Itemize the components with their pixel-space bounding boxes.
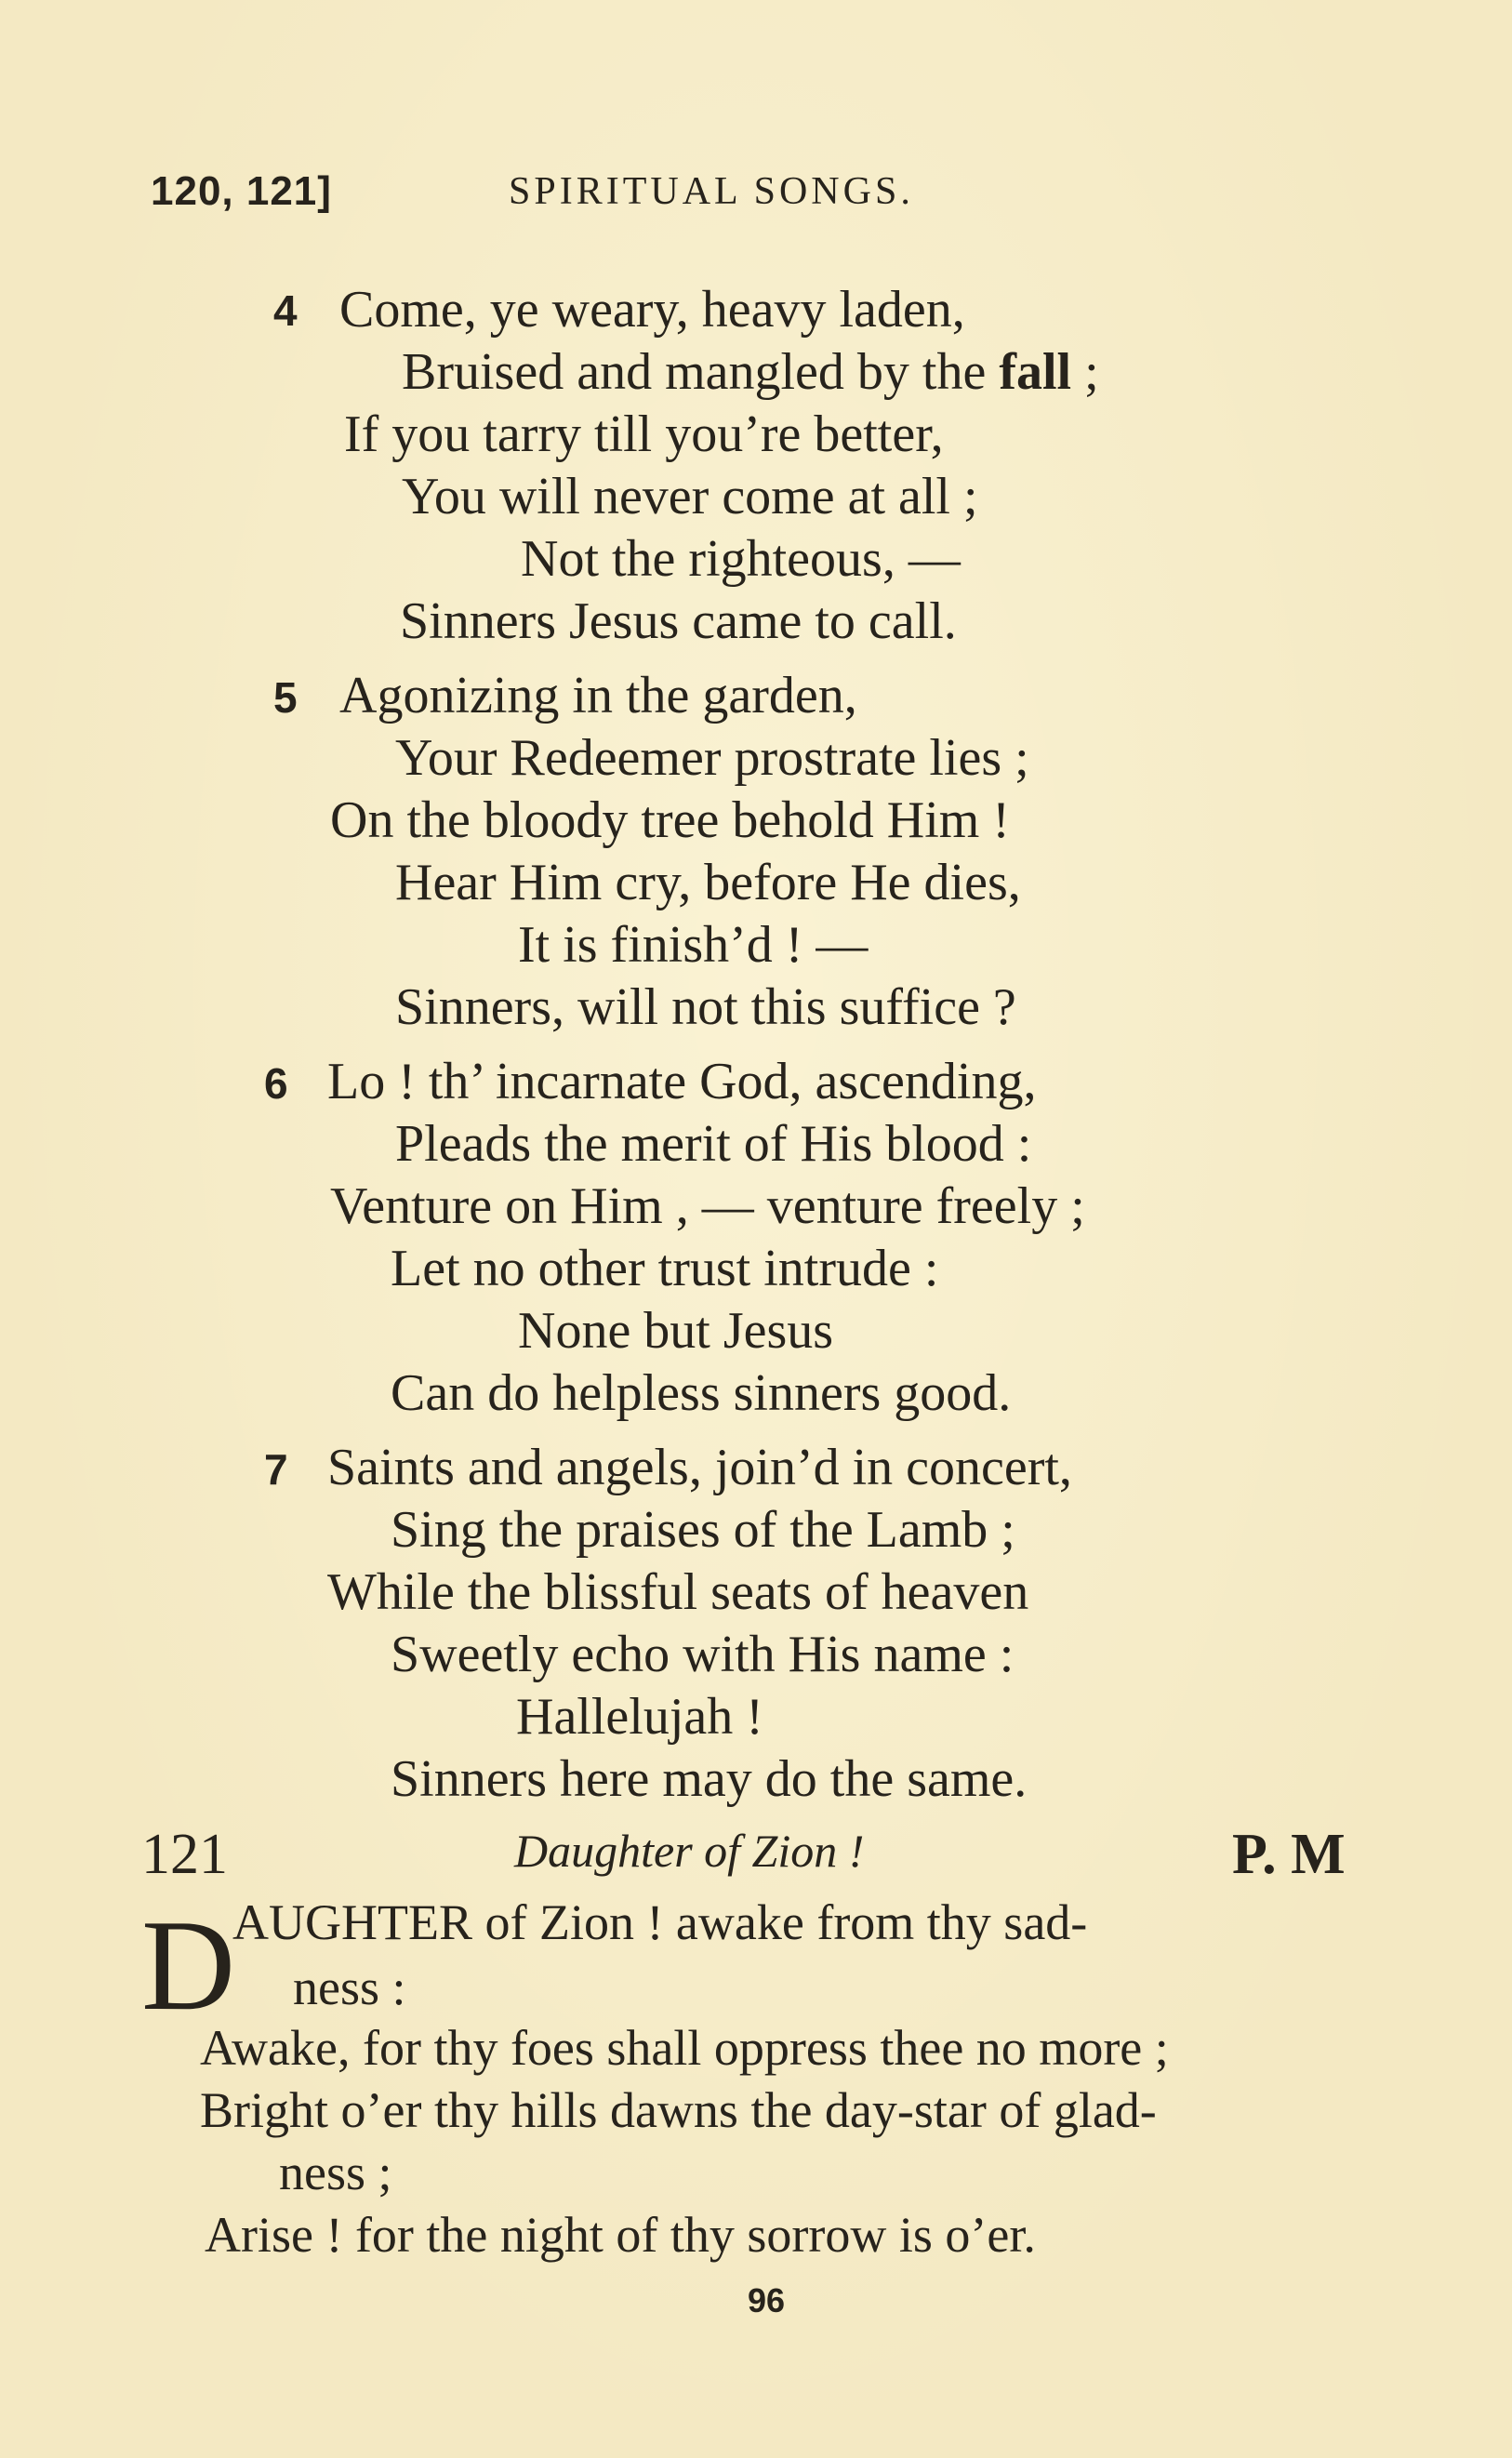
drop-cap: D — [141, 1893, 236, 2038]
stanza-line: Sinners here may do the same. — [391, 1750, 1028, 1808]
page-number: 96 — [748, 2281, 786, 2319]
stanza-number: 4 — [273, 286, 298, 335]
bold-word: fall — [999, 343, 1072, 401]
hymn-meter: P. M — [1232, 1823, 1346, 1886]
stanza-line: Saints and angels, join’d in concert, — [327, 1439, 1072, 1496]
stanza-line: Pleads the merit of His blood : — [395, 1115, 1032, 1173]
stanza-line: Hear Him cry, before He dies, — [395, 854, 1021, 911]
hymn-number: 121 — [141, 1823, 228, 1886]
hymn-title: Daughter of Zion ! — [514, 1825, 865, 1877]
stanza-line: It is finish’d ! — — [518, 916, 869, 974]
stanza-line: Your Redeemer prostrate lies ; — [395, 729, 1029, 787]
stanza-line: Can do helpless sinners good. — [391, 1364, 1012, 1422]
running-title: SPIRITUAL SONGS. — [509, 170, 914, 213]
stanza-line: Come, ye weary, heavy laden, — [339, 281, 965, 339]
stanza-line: Venture on Him , — venture freely ; — [330, 1177, 1085, 1235]
stanza-number: 7 — [264, 1445, 288, 1494]
stanza-line: Sweetly echo with His name : — [391, 1626, 1015, 1683]
stanza-line: If you tarry till you’re better, — [344, 405, 944, 463]
stanza-line: Sing the praises of the Lamb ; — [391, 1501, 1015, 1559]
stanza-line: You will never come at all ; — [402, 468, 978, 525]
hymn-line: AUGHTER of Zion ! awake from thy sad- — [232, 1894, 1088, 1950]
hymn-reference-range: 120, 121] — [151, 168, 332, 214]
stanza-line-punctuation: ; — [1071, 343, 1099, 401]
running-header — [151, 167, 914, 215]
hymn-line: Arise ! for the night of thy sorrow is o’er. — [205, 2207, 1036, 2263]
stanza-line: Agonizing in the garden, — [339, 667, 857, 724]
stanza-line: Not the righteous, — — [521, 530, 961, 588]
stanza-line — [402, 343, 1099, 401]
stanza-number: 5 — [273, 673, 298, 722]
stanza-line: Hallelujah ! — [516, 1688, 763, 1746]
hymn-line: ness : — [293, 1960, 406, 2015]
hymn-line: Awake, for thy foes shall oppress thee no more ; — [200, 2020, 1169, 2076]
stanza-line: On the bloody tree behold Him ! — [330, 791, 1010, 849]
hymn-line: ness ; — [279, 2145, 392, 2200]
stanza-line: Let no other trust intrude : — [391, 1240, 939, 1297]
stanza-number: 6 — [264, 1059, 288, 1108]
stanza-line: While the blissful seats of heaven — [327, 1563, 1029, 1621]
stanza-line: Sinners, will not this suffice ? — [395, 978, 1016, 1036]
stanza-line-text: Bruised and mangled by the — [402, 343, 987, 401]
stanza-line: Sinners Jesus came to call. — [400, 592, 957, 650]
hymn-line: Bright o’er thy hills dawns the day-star of glad- — [200, 2082, 1157, 2138]
stanza-line: None but Jesus — [518, 1302, 834, 1360]
stanza-line: Lo ! th’ incarnate God, ascending, — [327, 1053, 1037, 1110]
